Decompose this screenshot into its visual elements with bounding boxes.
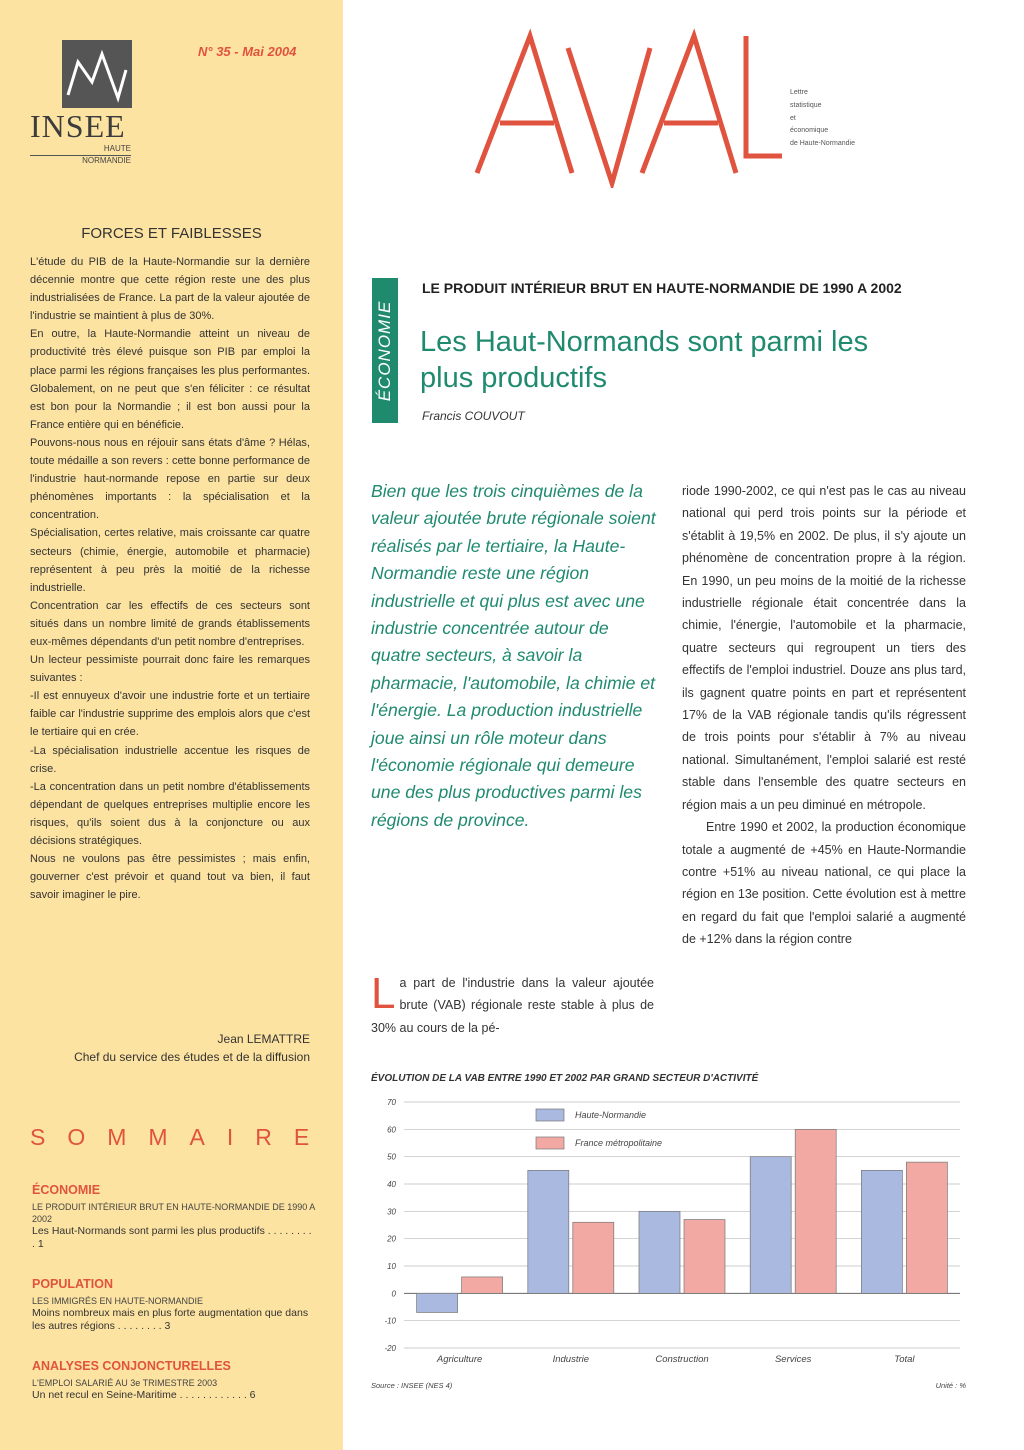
sommaire-subtitle: L'EMPLOI SALARIÉ AU 3e TRIMESTRE 2003 xyxy=(32,1378,218,1388)
sommaire-page: 6 xyxy=(249,1389,256,1401)
sommaire-item-title: Un net recul en Seine-Maritime . . . . . . . . . . . . 6 xyxy=(32,1389,256,1401)
insee-logo-mark xyxy=(62,40,132,108)
sommaire-item-title: Moins nombreux mais en plus forte augmentation que dans les autres régions . . . . . . . . 3 xyxy=(32,1307,309,1332)
sommaire-subtitle: LES IMMIGRÉS EN HAUTE-NORMANDIE xyxy=(32,1296,204,1306)
sidebar xyxy=(0,0,343,1450)
editorial-paragraph: Nous ne voulons pas être pessimistes ; mais enfin, gouverner c'est prévoir et quand tout va bien, il faut savoir imaginer le pire. xyxy=(30,853,310,902)
column-paragraph: riode 1990-2002, ce qui n'est pas le cas au niveau national qui perd trois points sur la période et s'établit à 19,5% en 2002. De plus, il s'y ajoute un phénomène de concentration propre à la région. En 1990, un peu moins de la moitié de la richesse industrielle régionale était concentrée dans la chimie, l'énergie, l'automobile et la pharmacie, quatre secteurs qui regroupent un tiers des effectifs de l'emploi industriel. Douze ans plus tard, ils gagnent quatre points en part et représentent 17% de la VAB régionale tandis qu'ils régressent de trois points pour s'établir à 7% au niveau national. Simultanément, l'emploi salarié est resté stable dans l'ensemble des quatre secteurs en région mais a un peu diminué en métropole. xyxy=(682,484,966,812)
y-tick-label: 60 xyxy=(387,1125,396,1135)
y-tick-label: 40 xyxy=(387,1180,396,1189)
editorial-paragraph: -La concentration dans un petit nombre d'établissements dépendant de quelques entreprises multiplie encore les risques, qu'ils soient dus à la conjoncture ou aux décisions stratégiques. xyxy=(30,780,310,847)
sommaire-heading: POPULATION xyxy=(32,1277,114,1291)
x-tick-label: Construction xyxy=(655,1354,709,1365)
editorial-paragraph: Pouvons-nous nous en réjouir sans états d'âme ? Hélas, toute médaille a son revers : cette bonne performance de l'industrie haut-normande repose en partie sur deux phénomènes importants : la spécialisation et la concentration. xyxy=(30,436,310,522)
x-tick-label: Industrie xyxy=(552,1354,590,1365)
aval-logo-letters xyxy=(472,28,782,188)
y-tick-label: 10 xyxy=(387,1262,396,1271)
legend-swatch xyxy=(536,1137,564,1149)
y-tick-label: -20 xyxy=(384,1344,396,1353)
editorial-body xyxy=(30,253,310,904)
article-kicker: LE PRODUIT INTÉRIEUR BRUT EN HAUTE-NORMANDIE DE 1990 A 2002 xyxy=(422,280,902,296)
chart-unit: Unité : % xyxy=(935,1381,966,1390)
sommaire-entry-population[interactable] xyxy=(32,1277,317,1333)
y-tick-label: 70 xyxy=(387,1098,396,1107)
article-column-2 xyxy=(682,480,966,951)
insee-logo-sub2: NORMANDIE xyxy=(30,155,131,165)
legend-swatch xyxy=(536,1109,564,1121)
sommaire-item-title: Les Haut-Normands sont parmi les plus productifs . . . . . . . . . 1 xyxy=(32,1225,312,1250)
x-tick-label: Agriculture xyxy=(436,1354,483,1365)
editorial-paragraph: L'étude du PIB de la Haute-Normandie sur la dernière décennie montre que cette région reste une des plus industrialisées de France. La part de la valeur ajoutée de l'industrie se maintient à plus de 30%. xyxy=(30,256,310,323)
sommaire-page: 1 xyxy=(37,1238,44,1250)
x-tick-label: Total xyxy=(894,1354,915,1365)
y-tick-label: 30 xyxy=(387,1207,396,1217)
signature-name: Jean LEMATTRE xyxy=(217,1032,310,1046)
sommaire-heading: ÉCONOMIE xyxy=(32,1183,101,1197)
bar-haute-normandie-industrie xyxy=(528,1170,569,1293)
y-tick-label: 0 xyxy=(391,1289,396,1299)
signature-role: Chef du service des études et de la diffusion xyxy=(74,1050,310,1064)
bar-france-total xyxy=(906,1162,947,1293)
rubric-label: ÉCONOMIE xyxy=(375,300,394,401)
bar-haute-normandie-construction xyxy=(639,1211,680,1293)
chart-title: ÉVOLUTION DE LA VAB ENTRE 1990 ET 2002 PAR GRAND SECTEUR D'ACTIVITÉ xyxy=(371,1073,759,1084)
sommaire-title: SOMMAIRE xyxy=(30,1124,332,1150)
y-tick-label: -10 xyxy=(384,1316,396,1326)
rubric-banner xyxy=(372,278,398,423)
bar-france-agriculture xyxy=(462,1277,503,1293)
article-author: Francis COUVOUT xyxy=(422,409,525,423)
bar-france-services xyxy=(795,1129,836,1293)
sommaire-page: 3 xyxy=(164,1320,171,1332)
editorial-paragraph: Concentration car les effectifs de ces secteurs sont situés dans un nombre limité de grands établissements eux-mêmes dépendants d'un petit nombre d'entreprises. xyxy=(30,599,310,648)
aval-logo xyxy=(472,28,782,188)
aval-tagline: Lettre statistique et économique de Haute-Normandie xyxy=(790,89,855,148)
bar-haute-normandie-total xyxy=(861,1170,902,1293)
drop-cap: L xyxy=(371,969,396,1018)
editorial-title: FORCES ET FAIBLESSES xyxy=(81,225,262,242)
y-tick-label: 50 xyxy=(387,1152,396,1162)
legend-label: Haute-Normandie xyxy=(575,1110,647,1120)
bar-haute-normandie-agriculture xyxy=(417,1293,458,1312)
editorial-paragraph: Spécialisation, certes relative, mais croissante car quatre secteurs (chimie, énergie, automobile et pharmacie) représentent à peu près la moitié de la richesse industrielle. xyxy=(30,527,310,594)
legend-label: France métropolitaine xyxy=(575,1138,663,1148)
editorial-paragraph: Un lecteur pessimiste pourrait donc faire les remarques suivantes : xyxy=(30,654,310,685)
insee-logo-sub: HAUTE xyxy=(103,144,131,153)
sommaire-entry-conjoncture[interactable] xyxy=(32,1359,317,1402)
bar-france-construction xyxy=(684,1220,725,1294)
bar-haute-normandie-services xyxy=(750,1157,791,1294)
article-lead: Bien que les trois cinquièmes de la valeur ajoutée brute régionale soient réalisés par le tertiaire, la Haute-Normandie reste une région industrielle et qui plus est avec une industrie concentrée autour de quatre secteurs, à savoir la pharmacie, l'automobile, la chimie et l'énergie. La production industrielle joue ainsi un rôle moteur dans l'économie régionale qui demeure une des plus productives parmi les régions de province. xyxy=(371,481,656,830)
column-paragraph: Entre 1990 et 2002, la production économique totale a augmenté de +45% en Haute-Normandie contre +51% au niveau national, ce qui place la région en 13e position. Cette évolution est à mettre en regard du fait que l'emploi salarié a augmenté de +12% dans la région contre xyxy=(682,820,966,947)
issue-number: N° 35 - Mai 2004 xyxy=(198,44,297,59)
editorial-paragraph: En outre, la Haute-Normandie atteint un niveau de productivité très élevé puisque son PIB par emploi la place parmi les régions françaises les plus performantes. Globalement, on ne peut que s'en féliciter : ce résultat est bon pour la Normandie ; il est bon aussi pour la France entière qui en bénéficie. xyxy=(30,328,310,431)
sommaire-entry-economie[interactable] xyxy=(32,1183,317,1251)
chart-source: Source : INSEE (NES 4) xyxy=(371,1381,453,1390)
y-tick-label: 20 xyxy=(387,1234,396,1244)
insee-logo-text: INSEE xyxy=(30,108,126,144)
x-tick-label: Services xyxy=(774,1354,812,1365)
column-text: a part de l'industrie dans la valeur ajoutée brute (VAB) régionale reste stable à plus de 30% au cours de la pé- xyxy=(371,976,654,1035)
bar-france-industrie xyxy=(573,1222,614,1293)
article-title: Les Haut-Normands sont parmi les plus productifs xyxy=(420,326,869,394)
editorial-paragraph: -Il est ennuyeux d'avoir une industrie forte et un tertiaire faible car l'industrie supprime des emplois alors que c'est le tertiaire qui en crée. xyxy=(30,690,310,739)
article-column-1 xyxy=(371,969,654,1039)
editorial-paragraph: -La spécialisation industrielle accentue les risques de crise. xyxy=(30,744,310,775)
sommaire-heading: ANALYSES CONJONCTURELLES xyxy=(32,1359,231,1373)
sommaire-subtitle: LE PRODUIT INTÉRIEUR BRUT EN HAUTE-NORMANDIE DE 1990 A 2002 xyxy=(32,1202,315,1224)
